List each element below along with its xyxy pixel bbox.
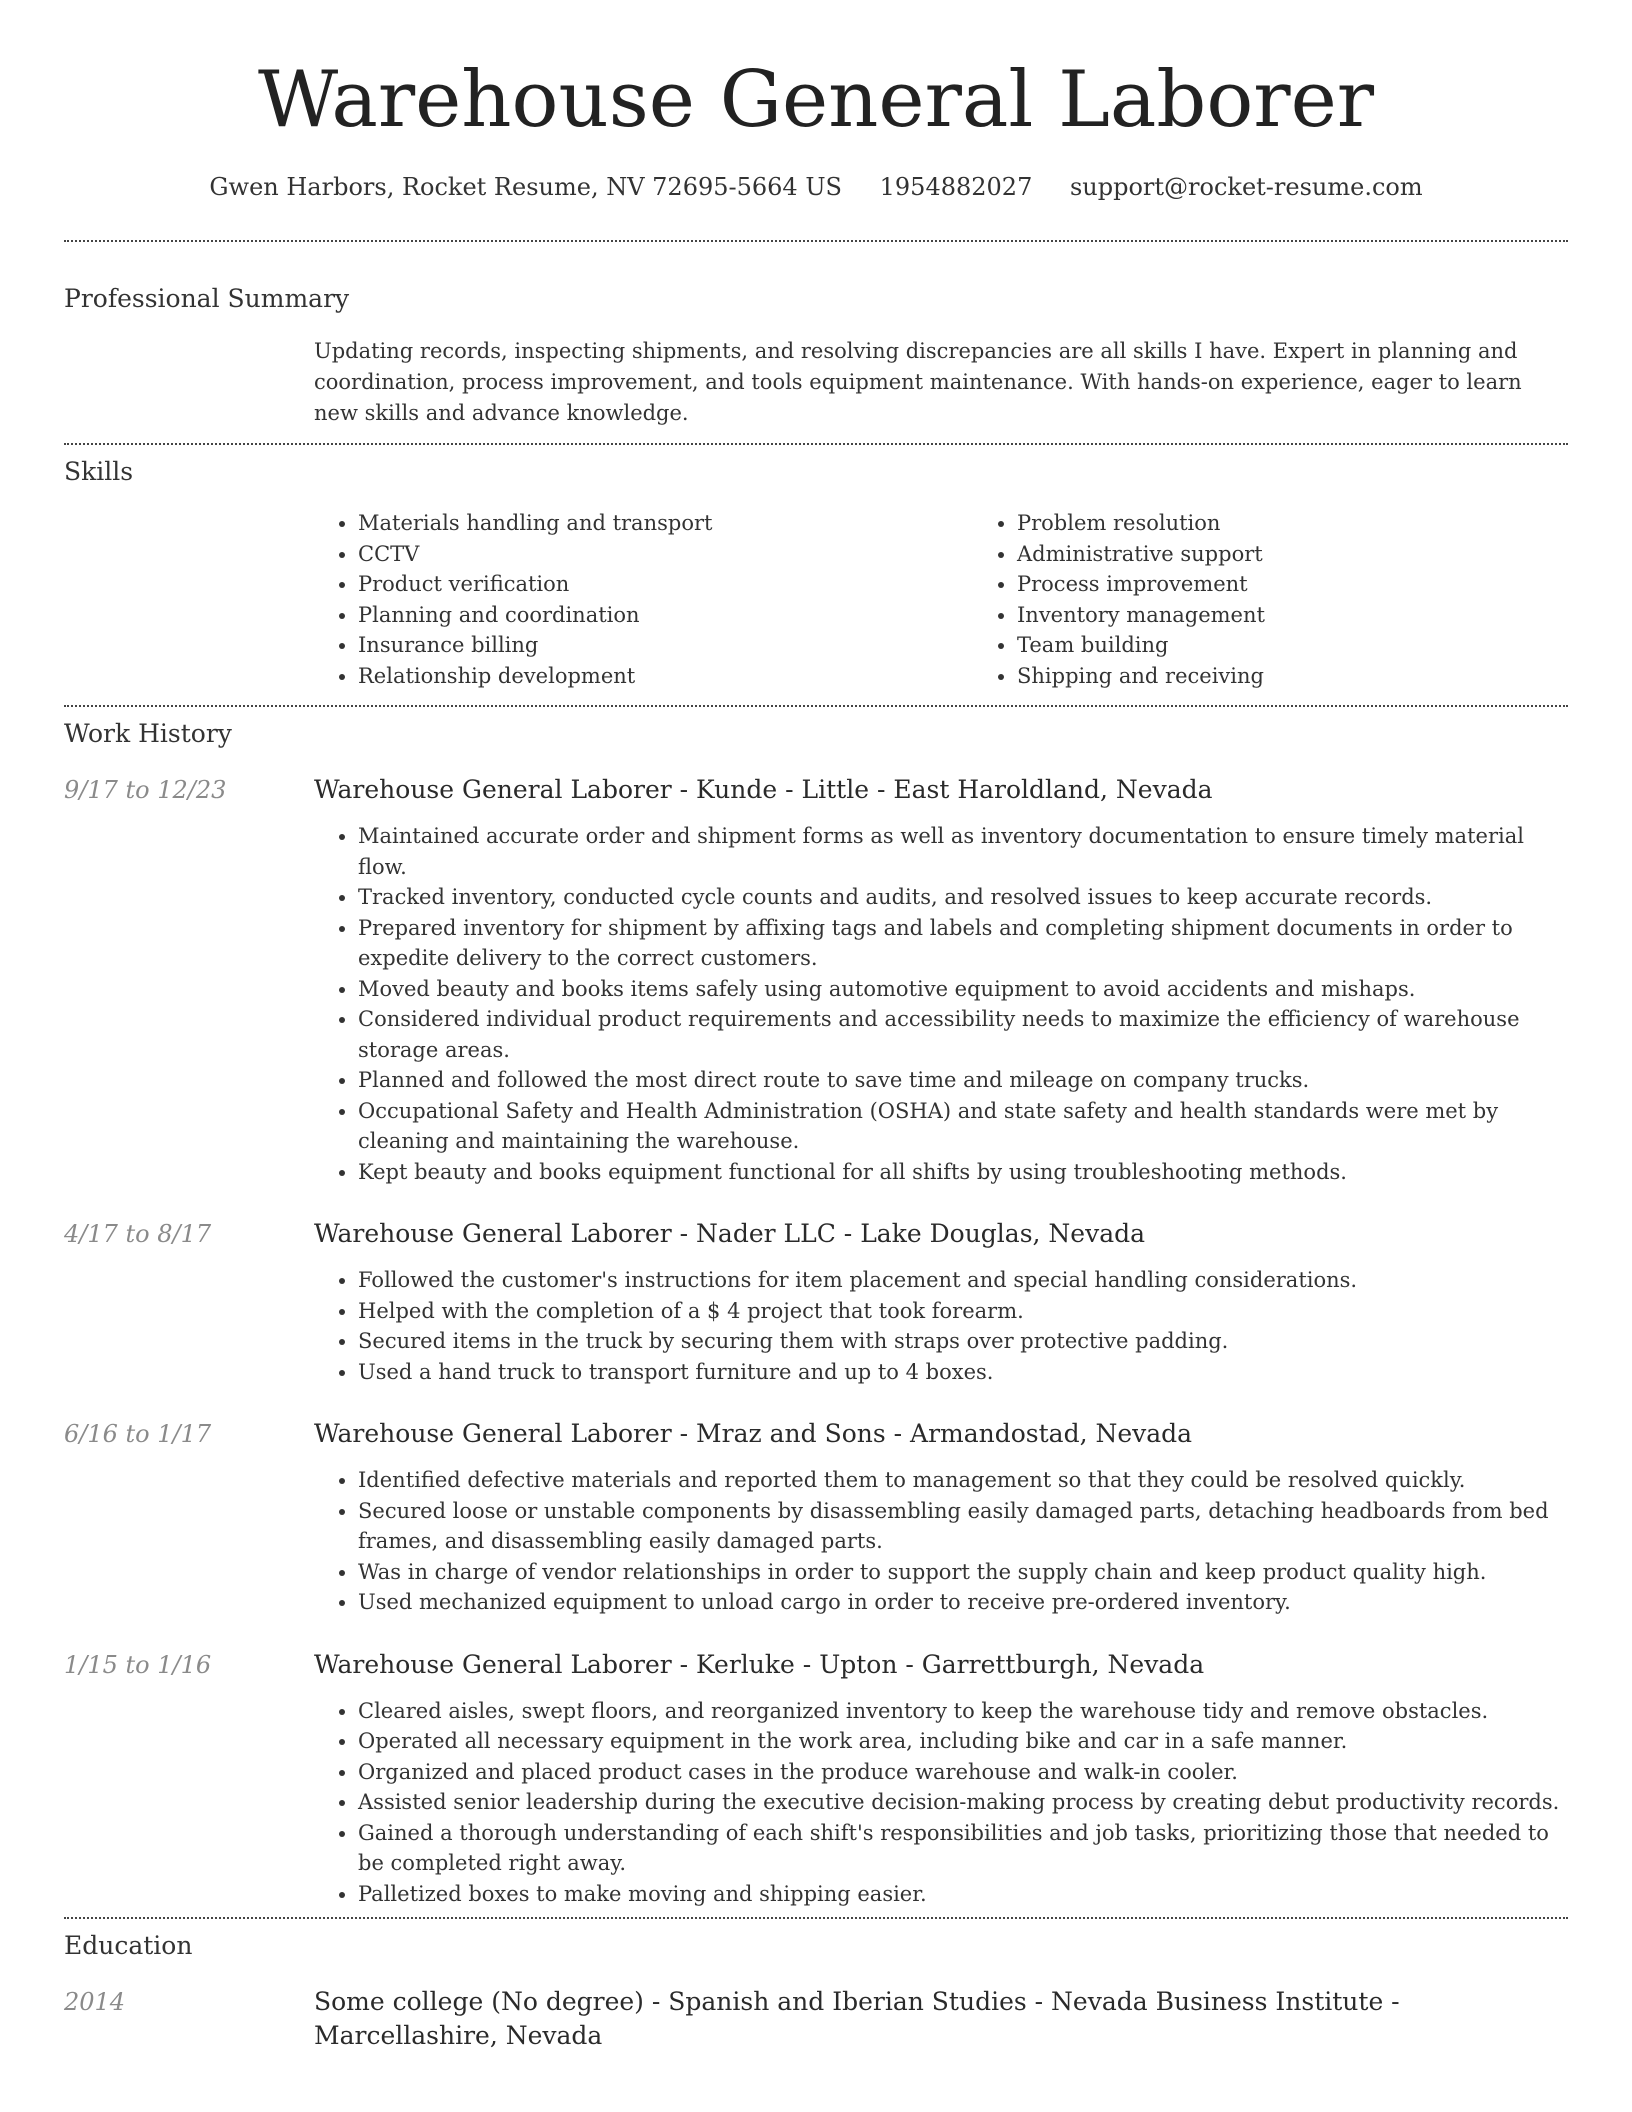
skill-item: • Process improvement: [1017, 569, 1632, 600]
job-bullet: • Secured items in the truck by securing them with straps over protective padding.: [358, 1326, 1568, 1357]
job-bullet: • Prepared inventory for shipment by affixing tags and labels and completing shipment documents in order to expedite delivery to the correct customers.: [358, 913, 1568, 974]
job-bullet: • Occupational Safety and Health Administration (OSHA) and state safety and health standards were met by cleaning and maintaining the warehouse.: [358, 1096, 1568, 1157]
skill-item: • Planning and coordination: [358, 600, 973, 631]
job-dates: 1/15 to 1/16: [64, 1650, 212, 1679]
skills-columns: [314, 508, 1568, 691]
job-bullet: • Used a hand truck to transport furniture and up to 4 boxes.: [358, 1357, 1568, 1388]
job-bullet: • Helped with the completion of a $ 4 project that took forearm.: [358, 1296, 1568, 1327]
job-bullet: • Maintained accurate order and shipment forms as well as inventory documentation to ensure timely material flow.: [358, 821, 1568, 882]
skill-item: • Insurance billing: [358, 630, 973, 661]
job-left-spacer: [64, 1696, 314, 1910]
job-title: Warehouse General Laborer - Nader LLC - Lake Douglas, Nevada: [314, 1219, 1146, 1248]
contact-email: support@rocket-resume.com: [1069, 173, 1423, 201]
education-heading: Education: [64, 1931, 193, 1960]
job-bullet: • Gained a thorough understanding of each shift's responsibilities and job tasks, prioritizing those that needed to be completed right away.: [358, 1818, 1568, 1879]
summary-text: Updating records, inspecting shipments, and resolving discrepancies are all skills I have. Expert in planning and coordination, process improvement, and tools equipment maintenance. With hands-on experience, eager to learn new skills and advance knowledge.: [314, 339, 1522, 425]
skill-item: • Problem resolution: [1017, 508, 1632, 539]
education-section: [64, 1929, 1568, 2053]
job-dates: 6/16 to 1/17: [64, 1420, 212, 1448]
job-bullet: • Used mechanized equipment to unload cargo in order to receive pre-ordered inventory.: [358, 1587, 1568, 1618]
skill-item: • Team building: [1017, 630, 1632, 661]
job-bullet: • Tracked inventory, conducted cycle counts and audits, and resolved issues to keep accurate records.: [358, 882, 1568, 913]
summary-section: [64, 282, 1568, 429]
job-entry: [64, 773, 1568, 1187]
divider-work: [64, 1917, 1568, 1919]
divider-header: [64, 240, 1568, 242]
job-bullets: [314, 1465, 1568, 1618]
job-left-spacer: [64, 1465, 314, 1618]
work-heading: Work History: [64, 719, 232, 748]
skill-item: • Shipping and receiving: [1017, 661, 1632, 692]
job-bullet: • Moved beauty and books items safely using automotive equipment to avoid accidents and mishaps.: [358, 974, 1568, 1005]
skills-list-left: [314, 508, 973, 691]
job-bullet: • Was in charge of vendor relationships in order to support the supply chain and keep product quality high.: [358, 1557, 1568, 1588]
job-bullet: • Kept beauty and books equipment functional for all shifts by using troubleshooting methods.: [358, 1157, 1568, 1188]
education-title: Some college (No degree) - Spanish and Iberian Studies - Nevada Business Institute - Marcellashire, Nevada: [314, 1987, 1400, 2050]
job-bullet: • Organized and placed product cases in the produce warehouse and walk-in cooler.: [358, 1757, 1568, 1788]
job-bullets: [314, 1696, 1568, 1910]
skills-heading: Skills: [64, 457, 134, 486]
skill-item: • Product verification: [358, 569, 973, 600]
job-bullets: [314, 821, 1568, 1187]
skill-item: • Relationship development: [358, 661, 973, 692]
job-bullet: • Identified defective materials and reported them to management so that they could be resolved quickly.: [358, 1465, 1568, 1496]
skill-item: • Materials handling and transport: [358, 508, 973, 539]
job-bullet: • Secured loose or unstable components by disassembling easily damaged parts, detaching headboards from bed frames, and disassembling easily damaged parts.: [358, 1496, 1568, 1557]
summary-heading: Professional Summary: [64, 284, 350, 313]
job-bullet: • Considered individual product requirements and accessibility needs to maximize the efficiency of warehouse storage areas.: [358, 1004, 1568, 1065]
job-title: Warehouse General Laborer - Kunde - Little - East Haroldland, Nevada: [314, 775, 1213, 804]
job-bullets: [314, 1265, 1568, 1387]
job-bullet: • Palletized boxes to make moving and shipping easier.: [358, 1879, 1568, 1910]
job-bullet: • Operated all necessary equipment in the work area, including bike and car in a safe manner.: [358, 1726, 1568, 1757]
divider-skills: [64, 705, 1568, 707]
skill-item: • Inventory management: [1017, 600, 1632, 631]
job-dates: 4/17 to 8/17: [64, 1220, 212, 1248]
skill-item: • CCTV: [358, 539, 973, 570]
resume-title: Warehouse General Laborer: [257, 55, 1375, 145]
job-bullet: • Cleared aisles, swept floors, and reorganized inventory to keep the warehouse tidy and remove obstacles.: [358, 1696, 1568, 1727]
job-title: Warehouse General Laborer - Kerluke - Upton - Garrettburgh, Nevada: [314, 1649, 1205, 1679]
skills-left-spacer: [64, 508, 314, 691]
job-left-spacer: [64, 1265, 314, 1387]
summary-left-spacer: [64, 336, 314, 429]
job-bullet: • Followed the customer's instructions for item placement and special handling considerations.: [358, 1265, 1568, 1296]
contact-line: [64, 170, 1568, 204]
job-entry: [64, 1217, 1568, 1387]
job-entry: [64, 1648, 1568, 1910]
job-dates: 9/17 to 12/23: [64, 776, 227, 804]
job-bullet: • Assisted senior leadership during the executive decision-making process by creating debut productivity records.: [358, 1787, 1568, 1818]
skills-section: [64, 455, 1568, 691]
contact-address: Gwen Harbors, Rocket Resume, NV 72695-5664 US: [209, 173, 842, 201]
skill-item: • Administrative support: [1017, 539, 1632, 570]
job-bullet: • Planned and followed the most direct route to save time and mileage on company trucks.: [358, 1065, 1568, 1096]
job-left-spacer: [64, 821, 314, 1187]
skills-list-right: [973, 508, 1632, 691]
divider-summary: [64, 443, 1568, 445]
job-title: Warehouse General Laborer - Mraz and Sons - Armandostad, Nevada: [314, 1419, 1193, 1448]
contact-phone: 1954882027: [879, 173, 1033, 201]
education-year: 2014: [64, 1988, 126, 2016]
job-entry: [64, 1417, 1568, 1618]
work-section: [64, 717, 1568, 1909]
